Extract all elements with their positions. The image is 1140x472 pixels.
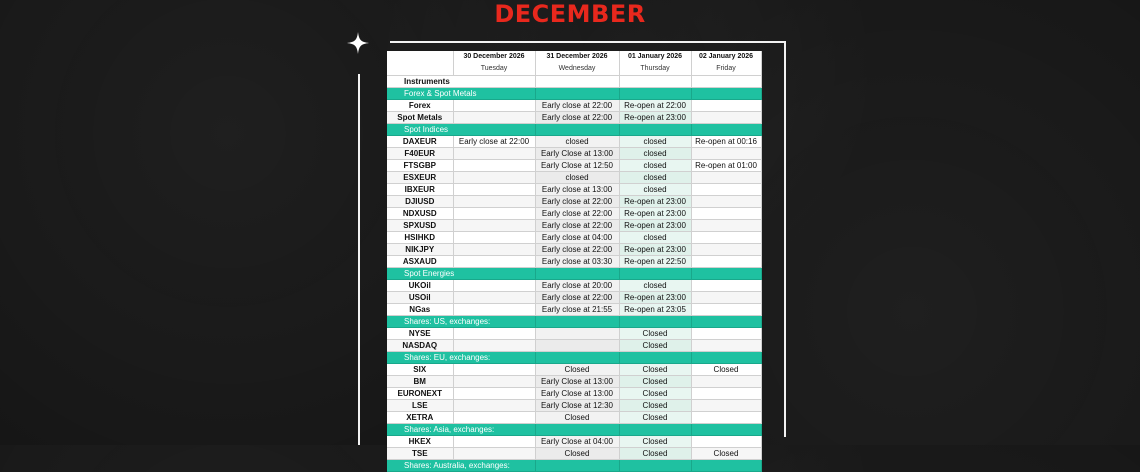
column-weekday: Tuesday xyxy=(453,63,535,76)
schedule-cell: closed xyxy=(535,136,619,148)
schedule-cell xyxy=(691,172,761,184)
schedule-table xyxy=(387,51,762,472)
schedule-cell xyxy=(453,244,535,256)
instrument-row xyxy=(387,388,761,400)
schedule-cell xyxy=(453,160,535,172)
schedule-cell xyxy=(691,112,761,124)
schedule-cell: Early Close at 13:00 xyxy=(535,148,619,160)
schedule-cell: Early Close at 12:30 xyxy=(535,400,619,412)
schedule-cell: closed xyxy=(619,160,691,172)
schedule-cell xyxy=(691,388,761,400)
schedule-cell xyxy=(453,256,535,268)
schedule-cell xyxy=(453,148,535,160)
instrument-name: F40EUR xyxy=(387,148,453,160)
schedule-cell: Closed xyxy=(535,412,619,424)
corner-cell xyxy=(387,51,453,63)
schedule-cell xyxy=(453,412,535,424)
schedule-cell: Closed xyxy=(619,436,691,448)
schedule-cell: Closed xyxy=(619,340,691,352)
instrument-name: FTSGBP xyxy=(387,160,453,172)
instrument-row xyxy=(387,256,761,268)
schedule-cell xyxy=(691,304,761,316)
instrument-row xyxy=(387,280,761,292)
instrument-row xyxy=(387,400,761,412)
instrument-row xyxy=(387,232,761,244)
frame-top-line xyxy=(390,41,786,43)
instrument-name: NIKJPY xyxy=(387,244,453,256)
instrument-row xyxy=(387,208,761,220)
schedule-cell xyxy=(453,448,535,460)
schedule-cell: Re-open at 23:00 xyxy=(619,112,691,124)
schedule-cell: Early close at 04:00 xyxy=(535,232,619,244)
schedule-cell: Early Close at 12:50 xyxy=(535,160,619,172)
frame-left-line xyxy=(358,74,360,445)
instrument-row xyxy=(387,160,761,172)
schedule-cell: Re-open at 22:00 xyxy=(619,100,691,112)
schedule-cell: Early close at 03:30 xyxy=(535,256,619,268)
schedule-cell: closed xyxy=(619,232,691,244)
instrument-name: ESXEUR xyxy=(387,172,453,184)
section-title: Spot Energies xyxy=(387,268,535,280)
schedule-cell: Early Close at 04:00 xyxy=(535,436,619,448)
instrument-row xyxy=(387,112,761,124)
schedule-cell xyxy=(691,340,761,352)
schedule-cell xyxy=(691,184,761,196)
schedule-cell: Early close at 22:00 xyxy=(535,112,619,124)
schedule-cell xyxy=(691,292,761,304)
section-title: Shares: Asia, exchanges: xyxy=(387,424,535,436)
schedule-cell xyxy=(453,196,535,208)
section-header-row xyxy=(387,316,761,328)
section-title: Shares: EU, exchanges: xyxy=(387,352,535,364)
schedule-cell: Early close at 22:00 xyxy=(453,136,535,148)
schedule-cell: Early close at 22:00 xyxy=(535,244,619,256)
schedule-cell: Closed xyxy=(619,364,691,376)
instrument-row xyxy=(387,376,761,388)
instrument-row xyxy=(387,328,761,340)
instrument-name: TSE xyxy=(387,448,453,460)
schedule-cell: Early Close at 13:00 xyxy=(535,376,619,388)
schedule-cell xyxy=(453,100,535,112)
schedule-cell xyxy=(691,220,761,232)
instrument-name: SPXUSD xyxy=(387,220,453,232)
section-title: Forex & Spot Metals xyxy=(387,88,535,100)
instrument-name: HKEX xyxy=(387,436,453,448)
instrument-name: USOil xyxy=(387,292,453,304)
schedule-cell xyxy=(691,376,761,388)
schedule-cell: Re-open at 23:00 xyxy=(619,244,691,256)
schedule-cell: Closed xyxy=(619,412,691,424)
schedule-cell xyxy=(453,184,535,196)
instrument-row xyxy=(387,244,761,256)
schedule-cell xyxy=(453,112,535,124)
section-header-row xyxy=(387,124,761,136)
schedule-cell: Closed xyxy=(691,364,761,376)
instrument-row xyxy=(387,148,761,160)
instrument-row xyxy=(387,172,761,184)
schedule-cell: Early close at 20:00 xyxy=(535,280,619,292)
schedule-cell xyxy=(691,436,761,448)
section-header-row xyxy=(387,268,761,280)
instrument-name: HSIHKD xyxy=(387,232,453,244)
schedule-cell: Re-open at 23:00 xyxy=(619,208,691,220)
section-title: Shares: Australia, exchanges: xyxy=(387,460,535,472)
schedule-cell: Re-open at 00:16 xyxy=(691,136,761,148)
instrument-name: NGas xyxy=(387,304,453,316)
schedule-cell: Early Close at 13:00 xyxy=(535,388,619,400)
holiday-schedule-sheet xyxy=(387,51,761,470)
schedule-cell xyxy=(691,100,761,112)
instruments-label: Instruments xyxy=(387,76,535,88)
schedule-cell: closed xyxy=(619,172,691,184)
schedule-cell: Closed xyxy=(619,400,691,412)
schedule-cell: Early close at 22:00 xyxy=(535,196,619,208)
instrument-name: NDXUSD xyxy=(387,208,453,220)
instrument-row xyxy=(387,436,761,448)
corner-cell xyxy=(387,63,453,76)
instrument-name: Forex xyxy=(387,100,453,112)
schedule-cell: Closed xyxy=(535,448,619,460)
schedule-cell xyxy=(453,364,535,376)
schedule-cell xyxy=(453,292,535,304)
schedule-cell xyxy=(691,280,761,292)
section-header-row xyxy=(387,460,761,472)
schedule-cell xyxy=(691,328,761,340)
section-header-row xyxy=(387,352,761,364)
instrument-name: XETRA xyxy=(387,412,453,424)
schedule-cell xyxy=(453,220,535,232)
column-weekday: Friday xyxy=(691,63,761,76)
schedule-cell: Re-open at 23:00 xyxy=(619,220,691,232)
column-date: 01 January 2026 xyxy=(619,51,691,63)
column-date: 31 December 2026 xyxy=(535,51,619,63)
schedule-cell: Closed xyxy=(619,376,691,388)
instrument-row xyxy=(387,196,761,208)
column-weekday: Wednesday xyxy=(535,63,619,76)
schedule-cell xyxy=(453,328,535,340)
instrument-row xyxy=(387,304,761,316)
section-header-row xyxy=(387,424,761,436)
schedule-cell xyxy=(691,196,761,208)
schedule-cell: Re-open at 23:00 xyxy=(619,196,691,208)
instrument-name: NYSE xyxy=(387,328,453,340)
frame-right-line xyxy=(784,41,786,437)
column-date: 02 January 2026 xyxy=(691,51,761,63)
schedule-cell: Early close at 22:00 xyxy=(535,208,619,220)
instrument-name: EURONEXT xyxy=(387,388,453,400)
schedule-cell: Early close at 22:00 xyxy=(535,100,619,112)
section-title: Shares: US, exchanges: xyxy=(387,316,535,328)
instrument-name: NASDAQ xyxy=(387,340,453,352)
section-title: Spot Indices xyxy=(387,124,535,136)
schedule-cell: Closed xyxy=(535,364,619,376)
instrument-row xyxy=(387,448,761,460)
instrument-row xyxy=(387,340,761,352)
date-header-row xyxy=(387,51,761,63)
schedule-cell xyxy=(453,280,535,292)
schedule-cell xyxy=(535,340,619,352)
schedule-cell: Re-open at 22:50 xyxy=(619,256,691,268)
column-date: 30 December 2026 xyxy=(453,51,535,63)
schedule-cell xyxy=(453,388,535,400)
instrument-name: DJIUSD xyxy=(387,196,453,208)
instrument-name: DAXEUR xyxy=(387,136,453,148)
schedule-cell xyxy=(453,304,535,316)
schedule-cell xyxy=(535,328,619,340)
weekday-header-row xyxy=(387,63,761,76)
instrument-name: UKOil xyxy=(387,280,453,292)
schedule-cell xyxy=(691,244,761,256)
instrument-row xyxy=(387,364,761,376)
schedule-cell: closed xyxy=(619,136,691,148)
instrument-name: IBXEUR xyxy=(387,184,453,196)
schedule-cell: Early close at 21:55 xyxy=(535,304,619,316)
four-point-star-icon xyxy=(347,32,369,54)
instrument-row xyxy=(387,292,761,304)
schedule-cell xyxy=(453,376,535,388)
instrument-name: BM xyxy=(387,376,453,388)
instrument-name: Spot Metals xyxy=(387,112,453,124)
schedule-cell xyxy=(691,256,761,268)
schedule-cell: Re-open at 23:00 xyxy=(619,292,691,304)
schedule-cell: Closed xyxy=(619,448,691,460)
instrument-row xyxy=(387,136,761,148)
instrument-row xyxy=(387,412,761,424)
instrument-row xyxy=(387,184,761,196)
schedule-cell: Early close at 22:00 xyxy=(535,292,619,304)
schedule-cell xyxy=(453,172,535,184)
schedule-cell: Early close at 13:00 xyxy=(535,184,619,196)
schedule-cell: Closed xyxy=(619,328,691,340)
schedule-cell: closed xyxy=(535,172,619,184)
schedule-cell xyxy=(453,208,535,220)
schedule-cell xyxy=(691,400,761,412)
instrument-name: ASXAUD xyxy=(387,256,453,268)
schedule-cell: Early close at 22:00 xyxy=(535,220,619,232)
schedule-cell: closed xyxy=(619,280,691,292)
schedule-cell xyxy=(453,340,535,352)
schedule-cell xyxy=(691,148,761,160)
schedule-cell: Re-open at 01:00 xyxy=(691,160,761,172)
column-weekday: Thursday xyxy=(619,63,691,76)
schedule-cell: Closed xyxy=(691,448,761,460)
schedule-cell: Re-open at 23:05 xyxy=(619,304,691,316)
schedule-cell xyxy=(691,412,761,424)
instrument-name: LSE xyxy=(387,400,453,412)
schedule-cell xyxy=(691,232,761,244)
schedule-cell: Closed xyxy=(619,388,691,400)
schedule-cell: closed xyxy=(619,184,691,196)
schedule-cell xyxy=(453,232,535,244)
schedule-cell xyxy=(691,208,761,220)
instruments-header-row xyxy=(387,76,761,88)
section-header-row xyxy=(387,88,761,100)
instrument-row xyxy=(387,100,761,112)
schedule-cell xyxy=(453,400,535,412)
page-title: DECEMBER xyxy=(494,0,646,28)
schedule-cell xyxy=(453,436,535,448)
instrument-name: SIX xyxy=(387,364,453,376)
instrument-row xyxy=(387,220,761,232)
schedule-cell: closed xyxy=(619,148,691,160)
